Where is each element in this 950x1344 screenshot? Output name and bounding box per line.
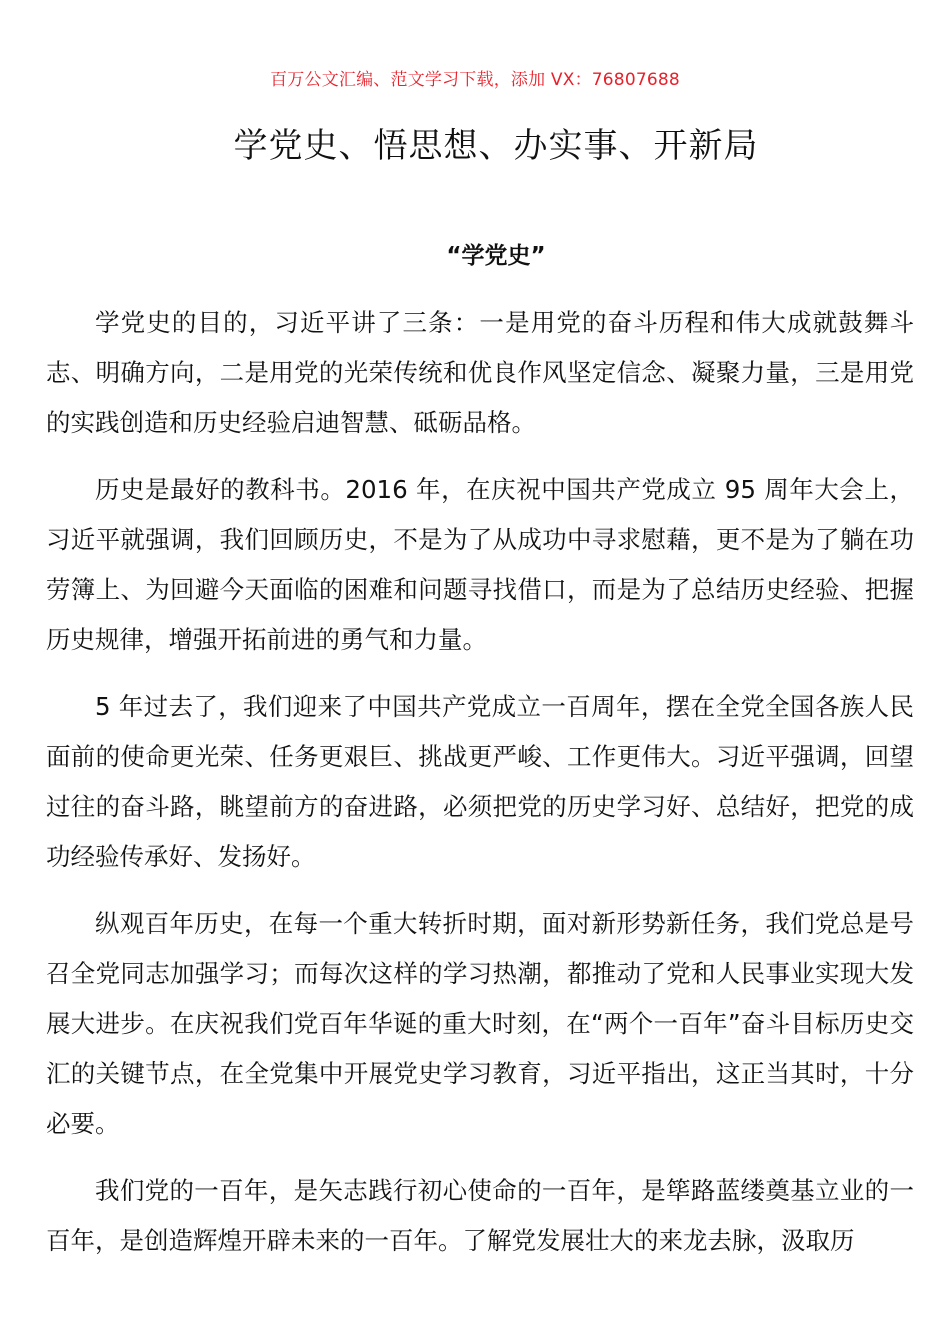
- paragraph-5: 我们党的一百年，是矢志践行初心使命的一百年，是筚路蓝缕奠基立业的一百年，是创造辉煌开辟未来的一百年。了解党发展壮大的来龙去脉，汲取历: [46, 1176, 914, 1255]
- paragraph-3: 5 年过去了，我们迎来了中国共产党成立一百周年，摆在全党全国各族人民面前的使命更光荣、任务更艰巨、挑战更严峻、工作更伟大。习近平强调，回望过往的奋斗路，眺望前方的奋进路，必须把党的历史学习好、总结好，把党的成功经验传承好、发扬好。: [46, 692, 914, 871]
- document-title: 学党史、悟思想、办实事、开新局: [233, 126, 759, 166]
- paragraph-4: 纵观百年历史，在每一个重大转折时期，面对新形势新任务，我们党总是号召全党同志加强学习；而每次这样的学习热潮，都推动了党和人民事业实现大发展大进步。在庆祝我们党百年华诞的重大时刻，在“两个一百年”奋斗目标历史交汇的关键节点，在全党集中开展党史学习教育，习近平指出，这正当其时，十分必要。: [46, 909, 914, 1138]
- document-body: [46, 298, 914, 1283]
- header-watermark-note: 百万公文汇编、范文学习下载，添加 VX：76807688: [270, 70, 680, 90]
- section-heading: “学党史”: [446, 243, 546, 269]
- paragraph-2: 历史是最好的教科书。2016 年，在庆祝中国共产党成立 95 周年大会上，习近平就强调，我们回顾历史，不是为了从成功中寻求慰藉，更不是为了躺在功劳簿上、为回避今天面临的困难和问题寻找借口，而是为了总结历史经验、把握历史规律，增强开拓前进的勇气和力量。: [46, 475, 914, 654]
- paragraph-1: 学党史的目的，习近平讲了三条：一是用党的奋斗历程和伟大成就鼓舞斗志、明确方向，二是用党的光荣传统和优良作风坚定信念、凝聚力量，三是用党的实践创造和历史经验启迪智慧、砥砺品格。: [46, 308, 914, 437]
